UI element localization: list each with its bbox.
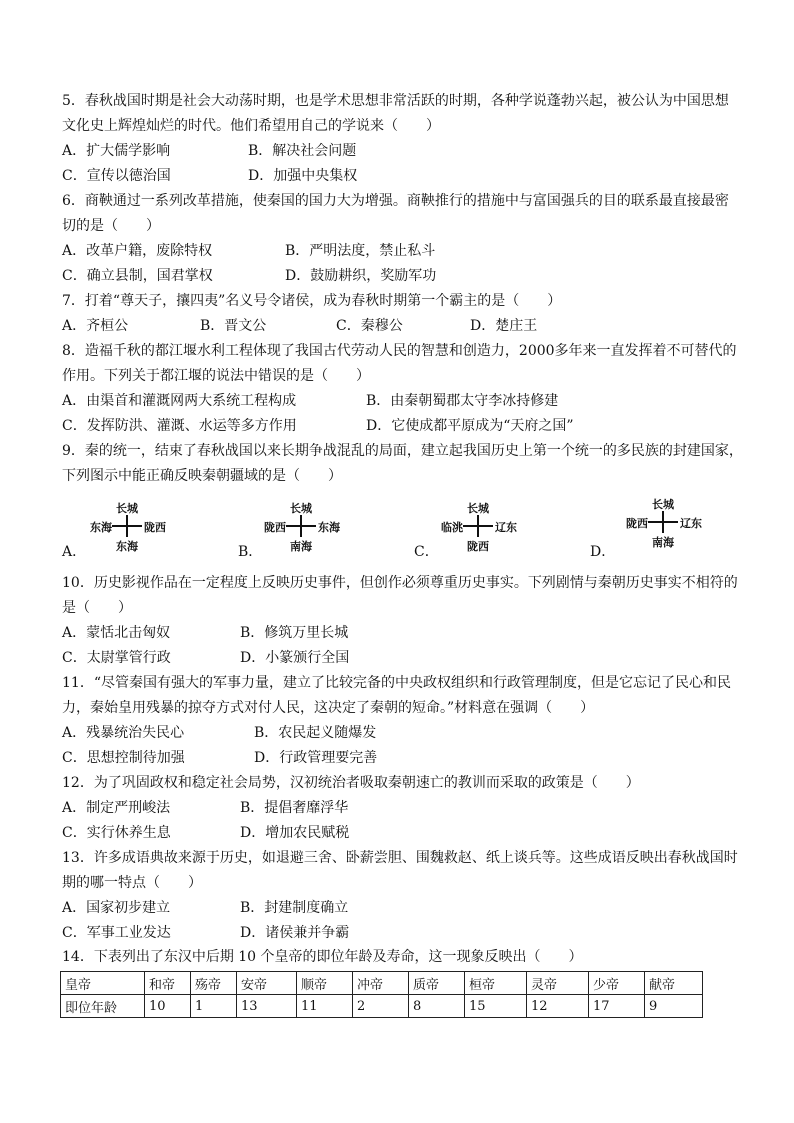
q9-option-c-letter: C． [414, 544, 439, 560]
q10-option-d: D．小篆颁行全国 [240, 650, 350, 666]
q13-option-d: D．诸侯兼并争霸 [240, 925, 350, 941]
q11-option-b: B．农民起义随爆发 [254, 725, 377, 741]
q11-option-a: A．残暴统治失民心 [62, 725, 185, 741]
q6-stem-line2: 切的是（ ） [62, 218, 160, 234]
diagram-a-top: 长城 [116, 502, 138, 515]
table-cell: 2 [353, 995, 409, 1018]
q9-diagram-d [608, 496, 718, 556]
q9-stem-line1: 9．秦的统一，结束了春秋战国以来长期争战混乱的局面，建立起我国历史上第一个统一的多民族的封建国家， [62, 443, 743, 459]
diagram-a-left: 东海 [90, 521, 112, 534]
diagram-b-right: 东海 [318, 521, 340, 534]
table-cell: 10 [145, 995, 191, 1018]
diagram-d-bottom: 南海 [652, 536, 674, 549]
diagram-d-right: 辽东 [680, 517, 702, 530]
table-cell: 桓帝 [465, 972, 527, 995]
table-cell: 少帝 [589, 972, 645, 995]
emperor-age-table [60, 971, 703, 1018]
diagram-c-left: 临洮 [441, 521, 463, 534]
q12-option-b: B．提倡奢靡浮华 [240, 800, 349, 816]
diagram-d-horizontal-line [648, 521, 678, 523]
q8-option-a: A．由渠首和灌溉网两大系统工程构成 [62, 393, 297, 409]
diagram-b-top: 长城 [290, 502, 312, 515]
q13-option-c: C．军事工业发达 [62, 925, 171, 941]
q8-stem-line2: 作用。下列关于都江堰的说法中错误的是（ ） [62, 368, 370, 384]
diagram-c-right: 辽东 [495, 521, 517, 534]
q7-option-d: D．楚庄王 [470, 318, 538, 334]
q6-option-c: C．确立县制，国君掌权 [62, 268, 213, 284]
q12-stem-line1: 12．为了巩固政权和稳定社会局势，汉初统治者吸取秦朝速亡的教训而采取的政策是（ ） [62, 775, 640, 791]
diagram-c-horizontal-line [463, 525, 493, 527]
q8-option-c: C．发挥防洪、灌溉、水运等多方作用 [62, 418, 297, 434]
q11-option-c: C．思想控制待加强 [62, 750, 185, 766]
q14-stem-line1: 14．下表列出了东汉中后期 10 个皇帝的即位年龄及寿命，这一现象反映出（ ） [62, 949, 583, 965]
table-cell: 13 [237, 995, 297, 1018]
q13-option-a: A．国家初步建立 [62, 900, 171, 916]
table-cell: 献帝 [645, 972, 703, 995]
diagram-b-left: 陇西 [264, 521, 286, 534]
table-cell: 冲帝 [353, 972, 409, 995]
table-cell: 质帝 [409, 972, 465, 995]
q8-stem-line1: 8．造福千秋的都江堰水利工程体现了我国古代劳动人民的智慧和创造力，2000多年来一直发挥着不可替代的 [62, 343, 737, 359]
q9-diagram-b [246, 500, 356, 560]
table-cell: 安帝 [237, 972, 297, 995]
q6-option-b: B．严明法度，禁止私斗 [285, 243, 436, 259]
q5-option-d: D．加强中央集权 [248, 168, 358, 184]
q9-option-a-letter: A． [62, 544, 87, 560]
q5-option-b: B．解决社会问题 [248, 143, 357, 159]
table-cell: 殇帝 [191, 972, 237, 995]
q10-stem-line2: 是（ ） [62, 600, 132, 616]
table-header-cell: 皇帝 [61, 972, 145, 995]
q11-option-d: D．行政管理要完善 [254, 750, 378, 766]
diagram-c-bottom: 陇西 [467, 540, 489, 553]
table-cell: 1 [191, 995, 237, 1018]
diagram-a-horizontal-line [112, 525, 142, 527]
diagram-a-bottom: 东海 [116, 540, 138, 553]
table-cell: 15 [465, 995, 527, 1018]
q7-stem-line1: 7．打着“尊天子，攘四夷”名义号令诸侯，成为春秋时期第一个霸主的是（ ） [62, 293, 562, 309]
q12-option-a: A．制定严刑峻法 [62, 800, 171, 816]
table-cell: 12 [527, 995, 589, 1018]
diagram-d-top: 长城 [652, 498, 674, 511]
table-cell: 和帝 [145, 972, 191, 995]
q11-stem-line1: 11．“尽管秦国有强大的军事力量，建立了比较完备的中央政权组织和行政管理制度，但是它忘记了民心和民 [62, 675, 731, 691]
q5-option-a: A．扩大儒学影响 [62, 143, 171, 159]
q12-option-c: C．实行休养生息 [62, 825, 171, 841]
q7-option-a: A．齐桓公 [62, 318, 129, 334]
q9-diagram-c [423, 500, 533, 560]
q6-option-a: A．改革户籍，废除特权 [62, 243, 213, 259]
table-cell: 11 [297, 995, 353, 1018]
table-cell: 8 [409, 995, 465, 1018]
q13-stem-line1: 13．许多成语典故来源于历史，如退避三舍、卧薪尝胆、围魏救赵、纸上谈兵等。这些成语反映出春秋战国时 [62, 850, 738, 866]
diagram-c-top: 长城 [467, 502, 489, 515]
diagram-b-horizontal-line [286, 525, 316, 527]
table-row [61, 972, 703, 995]
table-cell: 灵帝 [527, 972, 589, 995]
q11-stem-line2: 力，秦始皇用残暴的掠夺方式对付人民，这决定了秦朝的短命。”材料意在强调（ ） [62, 700, 595, 716]
q13-option-b: B．封建制度确立 [240, 900, 349, 916]
q8-option-d: D．它使成都平原成为“天府之国” [366, 418, 574, 434]
q10-stem-line1: 10．历史影视作品在一定程度上反映历史事件，但创作必须尊重历史事实。下列剧情与秦朝历史事实不相符的 [62, 575, 738, 591]
q10-option-a: A．蒙恬北击匈奴 [62, 625, 171, 641]
table-cell: 9 [645, 995, 703, 1018]
q8-option-b: B．由秦朝蜀郡太守李冰持修建 [366, 393, 559, 409]
q9-option-b-letter: B． [238, 544, 263, 560]
q7-option-b: B．晋文公 [200, 318, 267, 334]
q10-option-c: C．太尉掌管行政 [62, 650, 171, 666]
q9-option-d-letter: D． [590, 544, 616, 560]
diagram-d-left: 陇西 [626, 517, 648, 530]
diagram-a-right: 陇西 [144, 521, 166, 534]
q7-option-c: C．秦穆公 [336, 318, 403, 334]
q10-option-b: B．修筑万里长城 [240, 625, 349, 641]
q5-stem-line1: 5．春秋战国时期是社会大动荡时期，也是学术思想非常活跃的时期，各种学说蓬勃兴起，被公认为中国思想 [62, 93, 729, 109]
q9-stem-line2: 下列图示中能正确反映秦朝疆域的是（ ） [62, 468, 342, 484]
q12-option-d: D．增加农民赋税 [240, 825, 350, 841]
table-cell: 17 [589, 995, 645, 1018]
table-cell: 顺帝 [297, 972, 353, 995]
q5-option-c: C．宣传以德治国 [62, 168, 171, 184]
q6-option-d: D．鼓励耕织，奖励军功 [285, 268, 437, 284]
table-row [61, 995, 703, 1018]
q13-stem-line2: 期的哪一特点（ ） [62, 875, 202, 891]
table-header-cell: 即位年龄 [61, 995, 145, 1018]
q5-stem-line2: 文化史上辉煌灿烂的时代。他们希望用自己的学说来（ ） [62, 118, 440, 134]
q6-stem-line1: 6．商鞅通过一系列改革措施，使秦国的国力大为增强。商鞅推行的措施中与富国强兵的目的联系最直接最密 [62, 193, 729, 209]
diagram-b-bottom: 南海 [290, 540, 312, 553]
q9-diagram-a [72, 500, 182, 560]
